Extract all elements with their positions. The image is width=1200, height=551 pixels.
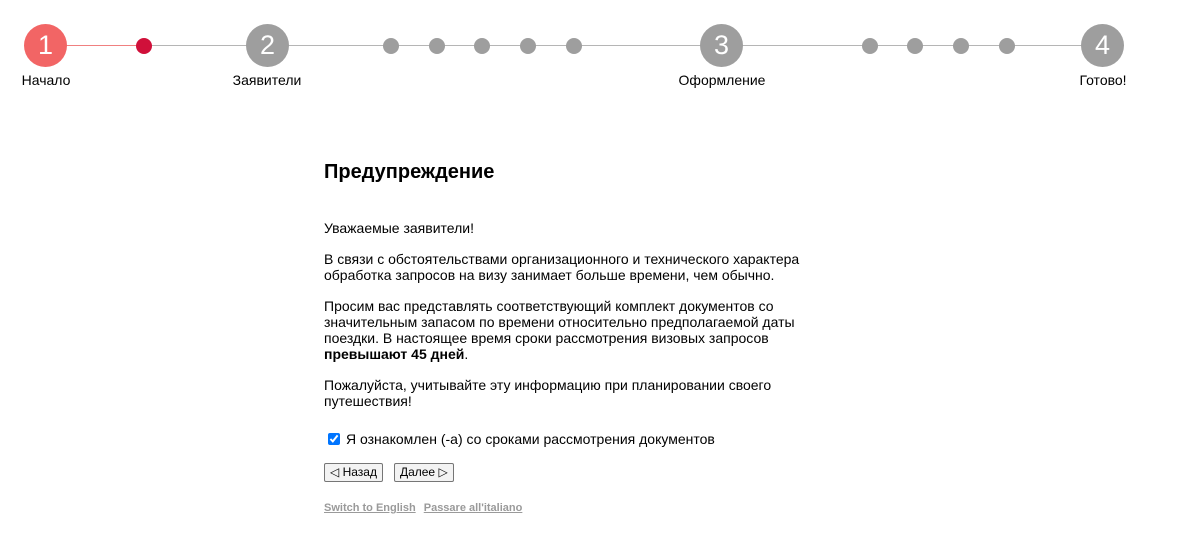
- step-2-substep-3: [474, 38, 490, 54]
- switch-to-italian-link[interactable]: Passare all'italiano: [423, 502, 523, 514]
- advance-submission-suffix: .: [464, 346, 469, 362]
- step-2-substep-5: [566, 38, 582, 54]
- step-3-label: Оформление: [678, 72, 766, 88]
- progress-stepper: [0, 0, 1200, 100]
- step-1-substep-1: [136, 38, 152, 54]
- consent-label: Я ознакомлен (-а) со сроками рассмотрения документов: [346, 431, 715, 447]
- consent-row[interactable]: [324, 431, 804, 447]
- advance-submission-prefix: Просим вас представлять соответствующий комплект документов со значительным запасом по времени относительно предполагаемой даты поездки. В настоящее время сроки рассмотрения визовых запросов: [324, 298, 795, 346]
- step-3-substep-3: [953, 38, 969, 54]
- step-2-label: Заявители: [232, 72, 302, 88]
- processing-delay-text: В связи с обстоятельствами организационного и технического характера обработка запросов на визу занимает больше времени, чем обычно.: [324, 251, 800, 283]
- warning-section: [324, 150, 804, 514]
- navigation-buttons: [324, 463, 804, 482]
- step-4-circle: 4: [1081, 24, 1124, 67]
- step-4-label: Готово!: [1079, 72, 1127, 88]
- advance-submission-text: [324, 298, 804, 362]
- switch-to-english-link[interactable]: Switch to English: [324, 502, 416, 514]
- back-button[interactable]: ◁ Назад: [324, 463, 383, 482]
- step-2-substep-2: [429, 38, 445, 54]
- greeting-text: Уважаемые заявители!: [324, 220, 474, 236]
- step-1-circle: 1: [24, 24, 67, 67]
- step-3-substep-4: [999, 38, 1015, 54]
- step-2-circle: 2: [246, 24, 289, 67]
- next-button[interactable]: Далее ▷: [394, 463, 454, 482]
- consent-checkbox[interactable]: [328, 433, 340, 445]
- step-2-substep-1: [383, 38, 399, 54]
- step-3-substep-1: [862, 38, 878, 54]
- processing-time-emphasis: превышают 45 дней: [324, 346, 465, 362]
- step-3-circle: 3: [700, 24, 743, 67]
- language-switcher: [324, 502, 804, 514]
- step-2-substep-4: [520, 38, 536, 54]
- step-1-label: Начало: [21, 72, 71, 88]
- planning-note-text: Пожалуйста, учитывайте эту информацию при планировании своего путешествия!: [324, 377, 772, 409]
- page-title: Предупреждение: [324, 161, 495, 183]
- step-3-substep-2: [907, 38, 923, 54]
